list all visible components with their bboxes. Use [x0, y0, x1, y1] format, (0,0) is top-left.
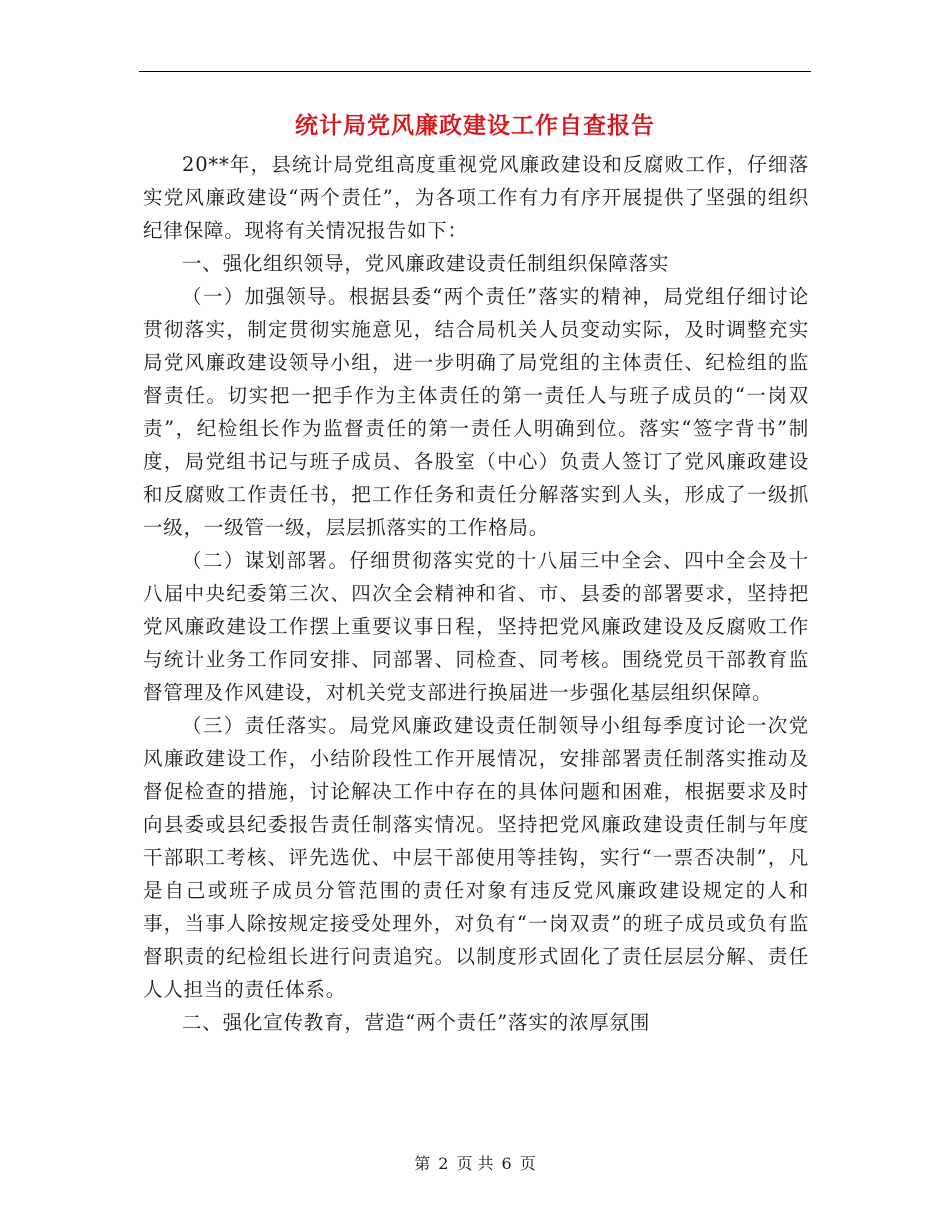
paragraph-planning: （二）谋划部署。仔细贯彻落实党的十八届三中全会、四中全会及十八届中央纪委第三次、四次全会精神和省、市、县委的部署要求，坚持把党风廉政建设工作摆上重要议事日程，坚持把党风廉政建设及反腐败工作与统计业务工作同安排、同部署、同检查、同考核。围绕党员干部教育监督管理及作风建设，对机关党支部进行换届进一步强化基层组织保障。: [143, 549, 809, 704]
header-rule: [139, 71, 811, 72]
footer-middle: 页 共: [456, 1154, 494, 1173]
page-footer: [0, 1152, 950, 1176]
total-pages-number: 6: [501, 1154, 512, 1173]
paragraph-intro: 20**年，县统计局党组高度重视党风廉政建设和反腐败工作，仔细落实党风廉政建设“两个责任”，为各项工作有力有序开展提供了坚强的组织纪律保障。现将有关情况报告如下：: [143, 153, 809, 242]
paragraph-responsibility: （三）责任落实。局党风廉政建设责任制领导小组每季度讨论一次党风廉政建设工作，小结阶段性工作开展情况，安排部署责任制落实推动及督促检查的措施，讨论解决工作中存在的具体问题和困难，根据要求及时向县委或县纪委报告责任制落实情况。坚持把党风廉政建设责任制与年度干部职工考核、评先选优、中层干部使用等挂钩，实行“一票否决制”，凡是自己或班子成员分管范围的责任对象有违反党风廉政建设规定的人和事，当事人除按规定接受处理外，对负有“一岗双责”的班子成员或负有监督职责的纪检组长进行问责追究。以制度形式固化了责任层层分解、责任人人担当的责任体系。: [143, 714, 809, 1001]
current-page-number: 2: [438, 1154, 449, 1173]
footer-suffix: 页: [519, 1154, 536, 1173]
document-body: [143, 148, 809, 1039]
section-heading-1: 一、强化组织领导，党风廉政建设责任制组织保障落实: [182, 252, 670, 275]
document-title: 统计局党风廉政建设工作自查报告: [295, 112, 655, 139]
paragraph-leadership: （一）加强领导。根据县委“两个责任”落实的精神，局党组仔细讨论贯彻落实，制定贯彻实施意见，结合局机关人员变动实际，及时调整充实局党风廉政建设领导小组，进一步明确了局党组的主体责任、纪检组的监督责任。切实把一把手作为主体责任的第一责任人与班子成员的“一岗双责”，纪检组长作为监督责任的第一责任人明确到位。落实“签字背书”制度，局党组书记与班子成员、各股室（中心）负责人签订了党风廉政建设和反腐败工作责任书，把工作任务和责任分解落实到人头，形成了一级抓一级，一级管一级，层层抓落实的工作格局。: [143, 285, 809, 539]
section-heading-2: 二、强化宣传教育，营造“两个责任”落实的浓厚氛围: [182, 1011, 651, 1034]
footer-prefix: 第: [414, 1154, 431, 1173]
